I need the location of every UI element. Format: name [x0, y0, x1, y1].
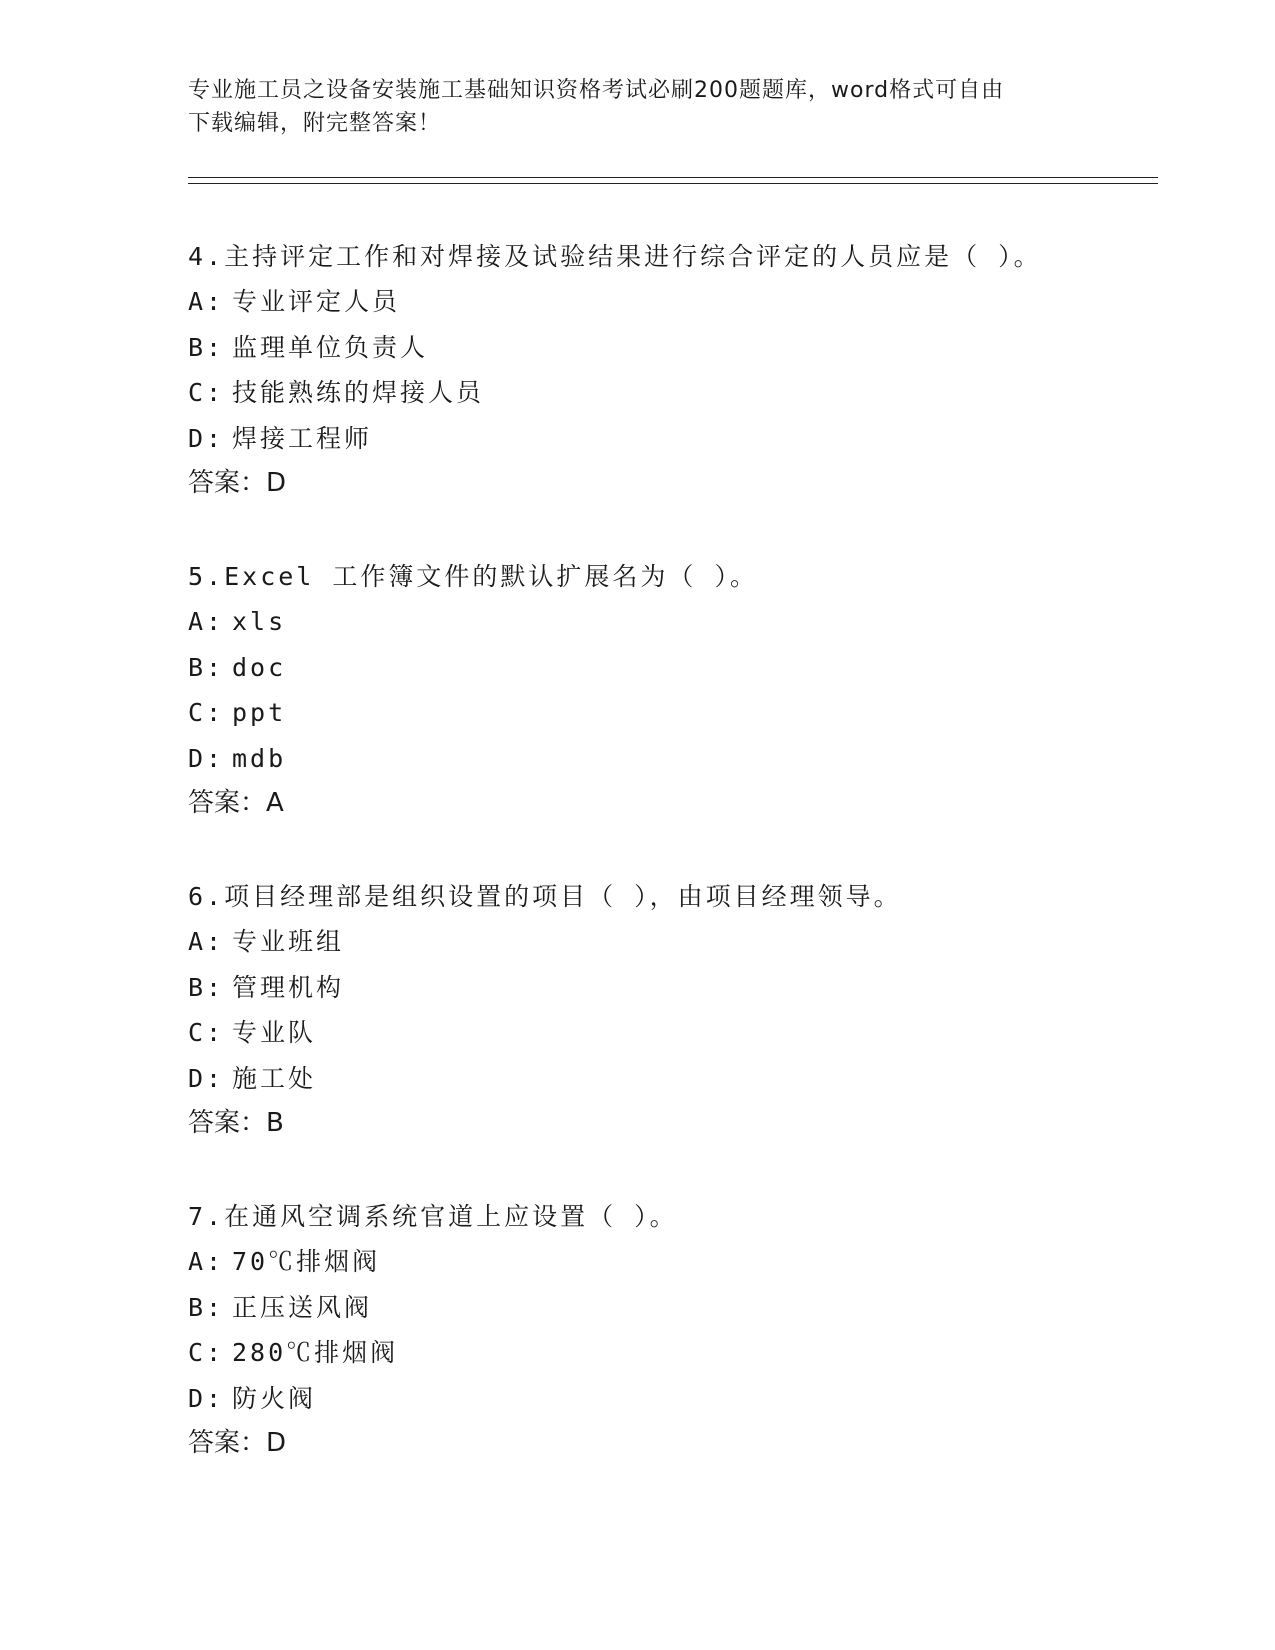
answer-line: 答案：D: [188, 468, 287, 498]
option-letter: B:: [188, 652, 225, 682]
option-text: xls: [232, 607, 287, 636]
question-block: [188, 874, 1148, 1146]
header-line-1: 专业施工员之设备安装施工基础知识资格考试必刷200题题库，word格式可自由: [188, 78, 1005, 103]
option-a: [188, 1239, 1148, 1285]
option-d: [188, 416, 1148, 462]
option-letter: B:: [188, 972, 225, 1002]
option-letter: B:: [188, 332, 225, 362]
question-title: 6.项目经理部是组织设置的项目（ ），由项目经理领导。: [188, 882, 902, 911]
option-letter: C:: [188, 698, 225, 727]
option-text: 焊接工程师: [232, 423, 373, 453]
option-b: [188, 965, 1148, 1011]
header-line-2: 下载编辑，附完整答案！: [188, 111, 442, 136]
option-c: [188, 1330, 1148, 1376]
option-text: 技能熟练的焊接人员: [232, 378, 485, 407]
option-c: [188, 1010, 1148, 1056]
document-header: [188, 74, 1088, 140]
answer-line: 答案：D: [188, 1428, 287, 1458]
option-c: [188, 370, 1148, 416]
option-text: 70℃排烟阀: [232, 1247, 381, 1276]
answer-line: 答案：A: [188, 788, 284, 818]
question-block: [188, 1194, 1148, 1466]
option-b: [188, 325, 1148, 371]
option-text: 专业队: [232, 1018, 317, 1047]
option-letter: D:: [188, 1063, 225, 1093]
option-b: [188, 645, 1148, 691]
option-text: 280℃排烟阀: [232, 1338, 399, 1367]
option-d: [188, 736, 1148, 782]
option-d: [188, 1056, 1148, 1102]
option-letter: D:: [188, 423, 225, 453]
option-text: 管理机构: [232, 972, 345, 1002]
question-title: 4.主持评定工作和对焊接及试验结果进行综合评定的人员应是（ ）。: [188, 242, 1042, 271]
answer-line: 答案：B: [188, 1108, 284, 1138]
option-letter: A:: [188, 607, 225, 636]
option-letter: A:: [188, 287, 225, 316]
option-text: 施工处: [232, 1063, 317, 1093]
option-letter: A:: [188, 1247, 225, 1276]
option-letter: D:: [188, 1383, 225, 1413]
question-title: 7.在通风空调系统官道上应设置（ ）。: [188, 1202, 678, 1231]
option-text: mdb: [232, 743, 287, 773]
option-letter: D:: [188, 743, 225, 773]
option-text: ppt: [232, 698, 287, 727]
option-text: 防火阀: [232, 1383, 317, 1413]
question-title: 5.Excel 工作簿文件的默认扩展名为（ ）。: [188, 562, 758, 591]
option-a: [188, 599, 1148, 645]
option-letter: B:: [188, 1292, 225, 1322]
option-d: [188, 1376, 1148, 1422]
option-text: 监理单位负责人: [232, 332, 429, 362]
option-letter: C:: [188, 378, 225, 407]
option-letter: C:: [188, 1018, 225, 1047]
option-text: 专业评定人员: [232, 287, 401, 316]
header-divider-top: [188, 177, 1158, 178]
option-text: 正压送风阀: [232, 1292, 373, 1322]
option-text: doc: [232, 652, 287, 682]
option-a: [188, 279, 1148, 325]
question-block: [188, 554, 1148, 826]
question-block: [188, 234, 1148, 506]
header-divider-bottom: [188, 183, 1158, 184]
option-c: [188, 690, 1148, 736]
option-a: [188, 919, 1148, 965]
option-letter: A:: [188, 927, 225, 956]
option-b: [188, 1285, 1148, 1331]
option-letter: C:: [188, 1338, 225, 1367]
option-text: 专业班组: [232, 927, 345, 956]
